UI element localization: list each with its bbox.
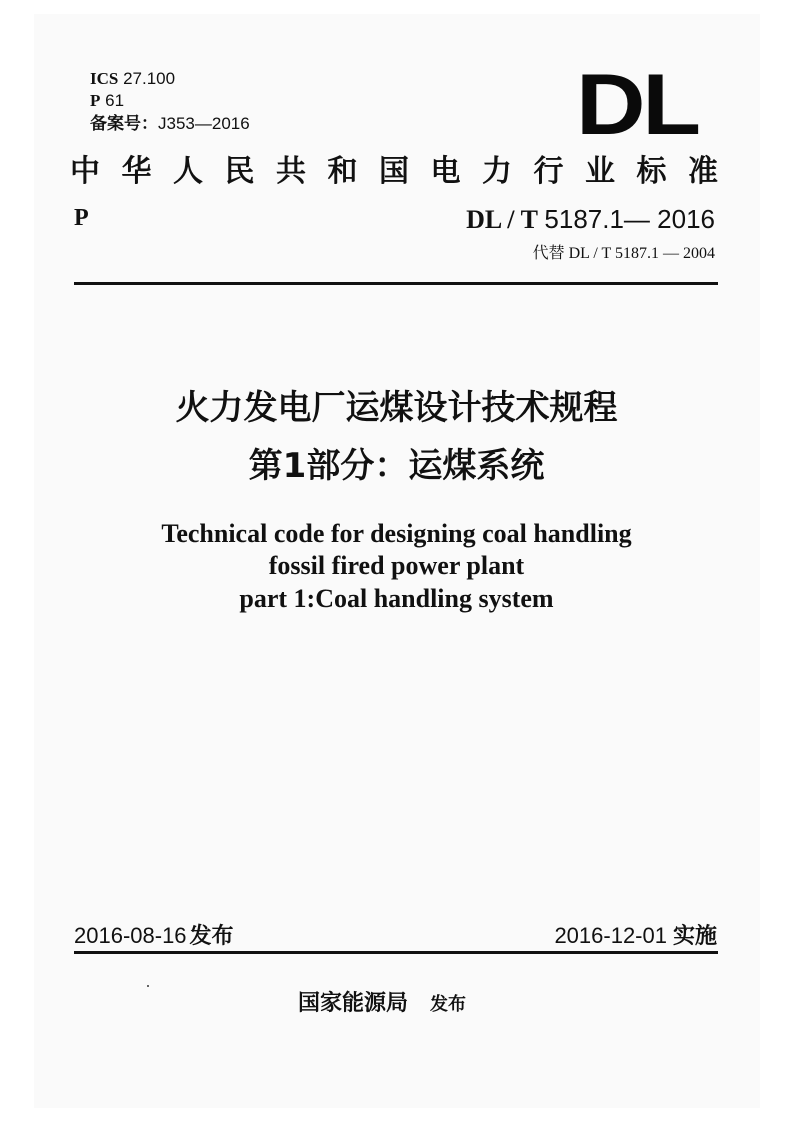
issue-date-label: 发布 xyxy=(189,924,234,949)
ccs-code xyxy=(90,90,124,112)
dl-logo: DL xyxy=(576,57,698,153)
title-en-line2: fossil fired power plant xyxy=(268,551,525,580)
title-char: 人 xyxy=(173,154,203,189)
ics-value: 27.100 xyxy=(123,69,176,88)
title-char: 国 xyxy=(379,154,409,189)
footer-divider xyxy=(74,951,718,954)
implementation-date-label: 实施 xyxy=(672,924,717,949)
header-divider xyxy=(74,282,718,285)
title-char: 华 xyxy=(121,154,152,189)
publisher-action: 发布 xyxy=(430,994,467,1015)
replaces-standard: 代替 DL / T 5187.1 — 2004 xyxy=(532,245,715,262)
industry-standard-title xyxy=(70,152,718,192)
title-char: 行 xyxy=(533,154,564,189)
ics-code xyxy=(90,68,175,90)
ccs-value: 61 xyxy=(105,91,125,110)
standard-number-value: 5187.1— 2016 xyxy=(544,204,715,234)
title-cn-line1: 火力发电厂运煤设计技术规程 xyxy=(175,388,618,428)
title-char: 电 xyxy=(430,154,461,189)
title-char: 民 xyxy=(224,154,255,189)
record-value: J353—2016 xyxy=(158,114,250,133)
title-char: 和 xyxy=(327,154,358,189)
title-char: 中 xyxy=(70,154,100,189)
record-number xyxy=(90,113,250,135)
title-en-line3: part 1:Coal handling system xyxy=(239,584,554,613)
title-char: 力 xyxy=(482,154,512,189)
ics-label: ICS xyxy=(90,69,119,88)
implementation-date xyxy=(554,922,717,951)
ccs-label: P xyxy=(90,91,101,110)
record-label: 备案号： xyxy=(90,114,158,134)
standard-number xyxy=(466,203,715,236)
scan-speck xyxy=(147,985,149,987)
title-char: 准 xyxy=(688,154,718,189)
publisher-name: 国家能源局 xyxy=(298,991,409,1016)
standard-prefix: DL / T xyxy=(466,205,538,234)
issue-date xyxy=(74,922,234,951)
title-char: 业 xyxy=(585,154,615,189)
title-char: 标 xyxy=(636,154,667,189)
title-cn-line2: 第1部分：运煤系统 xyxy=(248,446,545,486)
implementation-date-value: 2016-12-01 xyxy=(554,923,667,948)
classification-code: P xyxy=(74,205,89,231)
issue-date-value: 2016-08-16 xyxy=(74,923,187,948)
publisher xyxy=(298,986,466,1017)
title-char: 共 xyxy=(276,154,306,189)
title-en-line1: Technical code for designing coal handling xyxy=(161,519,632,548)
